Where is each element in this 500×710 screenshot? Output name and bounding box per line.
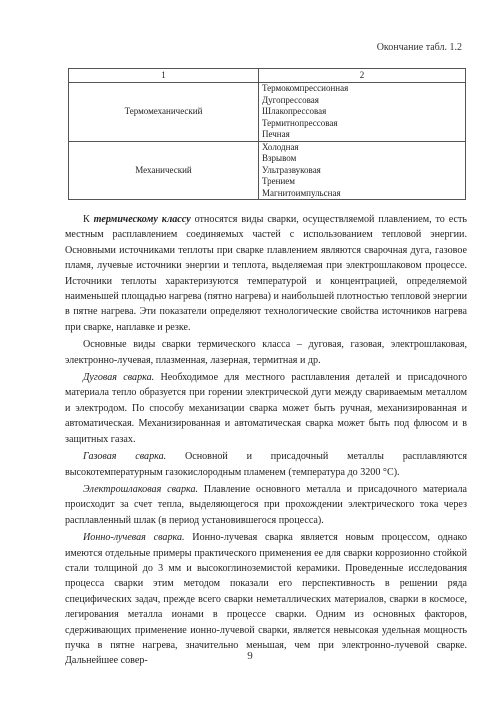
table-caption: Окончание табл. 1.2 <box>376 42 462 53</box>
section-lead: Дуговая сварка. <box>83 372 155 384</box>
list-item: Дугопрессовая <box>262 94 319 105</box>
list-item: Холодная <box>262 141 299 152</box>
paragraph-text: Основные виды сварки термического класса – дуговая, газовая, электрошлаковая, электронно-лучевая, плазменная, лазерная, термитная и др. <box>65 339 467 366</box>
table-row <box>69 83 466 142</box>
list-item: Магнитоимпульсная <box>262 187 341 198</box>
paragraph-text: относятся виды сварки, осуществляемой плавлением, то есть местным расплавлением соединяемых частей с использованием тепловой энергии. Основными источниками теплоты при сварке плавлением являются сварочная дуга, газовое пламя, лучевые источники энергии и теплота, выделяемая при электрошлаковом процессе. Источники теплоты характеризуются температурой и концентрацией, определяемой наименьшей площадью нагрева (пятно нагрева) и наибольшей плотностью тепловой энергии в пятне нагрева. Эти показатели определяют технологические свойства источников нагрева при сварке, наплавке и резке. <box>65 214 467 333</box>
paragraph-main-types <box>65 337 467 368</box>
list-item: Ультразвуковая <box>262 164 321 175</box>
paragraph-text: Основной и присадочный металлы расплавляются высокотемпературным газокислородным пламенем (температура до 3200 °С). <box>65 451 468 478</box>
table-header-row <box>69 69 466 83</box>
category-cell: Термомеханический <box>69 83 259 142</box>
body-text <box>65 212 467 669</box>
paragraph-ion-beam-welding <box>65 530 467 669</box>
welding-types-table <box>68 68 466 200</box>
paragraph-gas-welding <box>65 449 467 480</box>
section-lead: Газовая сварка. <box>83 451 167 463</box>
paragraph-text: Ионно-лучевая сварка является новым процессом, однако имеются отдельные примеры практического применения ее для сварки коррозионно стойкой стали толщиной до 3 мм и высокоглиноземистой керамики. Проведенные исследования процесса сварки этим методом показали его перспективность в решении ряда специфических задач, прежде всего сварки неметаллических материалов, сварки в космосе, легирования металла ионами в процессе сварки. Одним из основных факторов, сдерживающих применение ионно-лучевой сварки, является невысокая удельная мощность пучка в пятне нагрева, значительно меньшая, чем при электронно-лучевой сварке. Дальнейшее совер- <box>65 532 467 667</box>
list-item: Трением <box>262 176 295 186</box>
table-row <box>69 141 466 200</box>
list-item: Шлакопрессовая <box>262 106 327 116</box>
paragraph-electroslag-welding <box>65 482 467 528</box>
items-cell <box>259 83 466 142</box>
list-item: Печная <box>262 129 290 139</box>
items-cell <box>259 141 466 200</box>
paragraph-text: Необходимое для местного расплавления деталей и присадочного материала тепло образуется при горении электрической дуги между свариваемым металлом и электродом. По способу механизации сварка может быть ручная, механизированная и автоматическая. Механизированная и автоматическая сварка может быть под флюсом и в защитных газах. <box>65 372 468 445</box>
paragraph-thermal-class <box>65 212 467 335</box>
list-item: Термитнопрессовая <box>262 117 338 128</box>
page-number: 9 <box>247 650 253 662</box>
column-header-2: 2 <box>259 69 466 83</box>
category-cell: Механический <box>69 141 259 200</box>
section-lead: Электрошлаковая сварка. <box>83 483 199 495</box>
term-highlight: термическому классу <box>93 214 191 225</box>
list-item: Взрывом <box>262 153 297 163</box>
paragraph-arc-welding <box>65 370 467 447</box>
paragraph-text: Плавление основного металла и присадочного материала происходит за счет тепла, выделяющегося при прохождении электрического тока через расплавленный шлак (в период установившегося процесса). <box>65 483 467 526</box>
list-item: Термокомпрессионная <box>262 83 349 93</box>
column-header-1: 1 <box>69 69 259 83</box>
paragraph-prefix: К <box>83 214 94 225</box>
section-lead: Ионно-лучевая сварка. <box>83 532 185 544</box>
